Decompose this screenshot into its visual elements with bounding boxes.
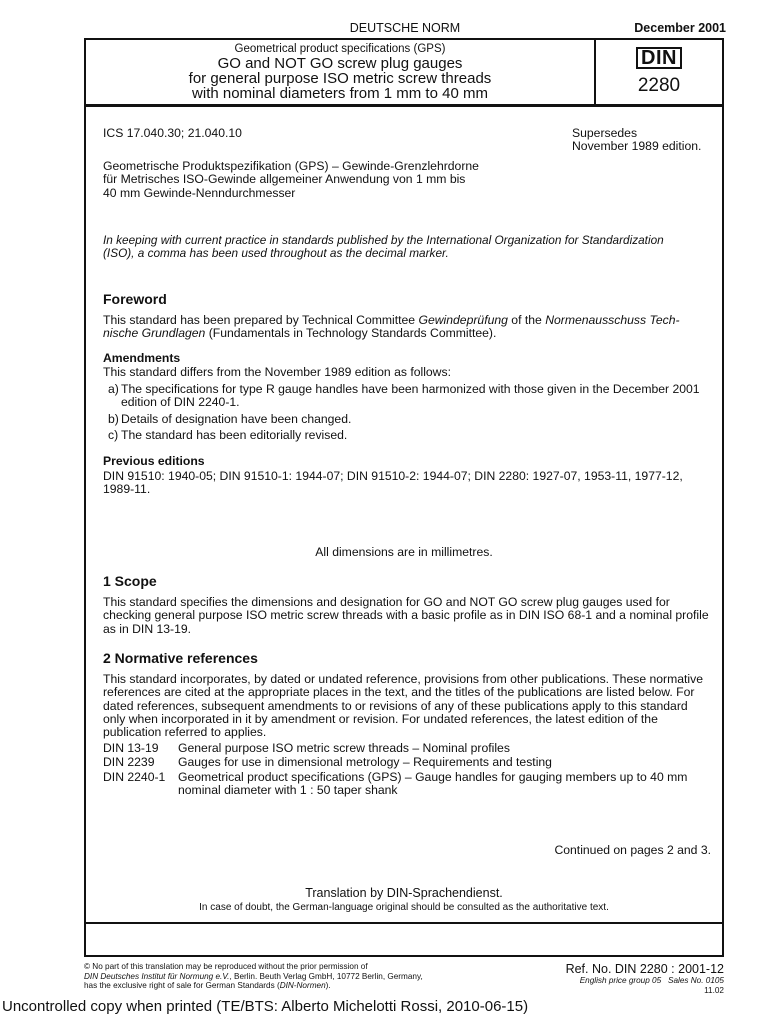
reference-code: DIN 2240-1 — [103, 769, 166, 784]
continued-note: Continued on pages 2 and 3. — [554, 843, 711, 857]
previous-editions-text: DIN 91510: 1940-05; DIN 91510-1: 1944-07; DIN 91510-2: 1944-07; DIN 2280: 1927-07, 1953-11, 1977-12, 1989-11. — [103, 469, 683, 497]
amendments-intro: This standard differs from the November 1989 edition as follows: — [103, 365, 451, 379]
copyright-line: DIN Deutsches Institut für Normung e.V., Berlin. Beuth Verlag GmbH, 10772 Berlin, Germany, — [84, 971, 423, 981]
supersedes-edition: November 1989 edition. — [572, 139, 702, 154]
title-line: Geometrical product specifications (GPS) — [234, 43, 446, 55]
reference-row — [103, 771, 711, 798]
top-line — [84, 20, 726, 38]
list-item: c) The standard has been editorially revised. — [108, 427, 348, 442]
din-logo: DIN — [636, 47, 682, 69]
supersedes — [572, 127, 701, 154]
copyright-notice — [84, 962, 464, 991]
title-box — [84, 38, 724, 106]
list-item: a) The specifications for type R gauge handles have been harmonized with those given in the December 2001 edition of DIN 2240-1. — [108, 382, 700, 410]
dimensions-note: All dimensions are in millimetres. — [315, 545, 493, 559]
translation-disclaimer: In case of doubt, the German-language original should be consulted as the authoritative text. — [199, 902, 609, 913]
german-title-line: Geometrische Produktspezifikation (GPS) – Gewinde-Grenzlehrdorne — [103, 159, 479, 173]
reference-title: General purpose ISO metric screw threads – Nominal profiles — [178, 741, 510, 755]
footer-divider — [84, 922, 724, 924]
reference-list — [103, 742, 711, 797]
reference-row — [103, 756, 711, 769]
reference-title: Gauges for use in dimensional metrology – Requirements and testing — [178, 755, 552, 770]
foreword-heading: Foreword — [103, 291, 167, 307]
title-line: GO and NOT GO screw plug gauges — [217, 55, 463, 72]
scope-heading: 1 Scope — [103, 573, 157, 589]
note-line: (ISO), a comma has been used throughout as the decimal marker. — [103, 246, 449, 261]
foreword-line: nische Grundlagen (Fundamentals in Technology Standards Committee). — [103, 326, 497, 341]
title-line: with nominal diameters from 1 mm to 40 mm — [192, 85, 488, 102]
german-title-line: für Metrisches ISO-Gewinde allgemeiner Anwendung von 1 mm bis — [103, 172, 466, 187]
translation-line: Translation by DIN-Sprachendienst. — [305, 886, 503, 900]
din-block — [596, 47, 722, 97]
foreword-line: This standard has been prepared by Technical Committee Gewindeprüfung of the Normenausschuss Tech- — [103, 313, 680, 327]
translation-note — [84, 886, 724, 913]
reference-code: DIN 13-19 — [103, 741, 159, 755]
price-info: English price group 05 Sales No. 0105 — [579, 976, 724, 985]
german-title-line: 40 mm Gewinde-Nenndurchmesser — [103, 185, 296, 200]
issue-date: December 2001 — [634, 21, 726, 35]
note-line: In keeping with current practice in standards published by the International Organization for Standardization — [103, 233, 664, 247]
scope-text: This standard specifies the dimensions and designation for GO and NOT GO screw plug gauges used for checking general purpose ISO metric screw threads with a basic profile as in DIN ISO 68-1 and a nominal profile as in DIN 13-19. — [103, 595, 709, 636]
ics-code: ICS 17.040.30; 21.040.10 — [103, 126, 242, 140]
norm-label: DEUTSCHE NORM — [349, 21, 461, 35]
previous-editions-heading: Previous editions — [103, 454, 205, 468]
german-title — [103, 160, 711, 200]
normative-heading: 2 Normative references — [103, 650, 258, 666]
reference-code: DIN 2239 — [103, 755, 155, 770]
amendments-heading: Amendments — [103, 351, 181, 365]
print-code: 11.02 — [704, 986, 724, 995]
supersedes-label: Supersedes — [572, 126, 638, 140]
din-number: 2280 — [637, 75, 681, 96]
reference-number-block — [566, 962, 724, 996]
reference-number: Ref. No. DIN 2280 : 2001-12 — [565, 962, 724, 976]
reference-row — [103, 742, 711, 755]
copyright-line: has the exclusive right of sale for German Standards (DIN-Normen). — [84, 981, 331, 990]
title-line: for general purpose ISO metric screw threads — [188, 70, 492, 87]
document-title — [86, 43, 594, 101]
normative-text: This standard incorporates, by dated or undated reference, provisions from other publications. These normative references are cited at the appropriate places in the text, and the titles of the publications are listed below. For dated references, subsequent amendments to or revisions of any of these publications apply to this standard only when incorporated in it by amendment or revision. For undated references, the latest edition of the publication referred to applies. — [103, 672, 703, 740]
decimal-marker-note — [103, 234, 711, 261]
reference-title: Geometrical product specifications (GPS) – Gauge handles for gauging members up to 40 mm nominal diameter with 1 : 50 taper shank — [178, 769, 688, 797]
foreword-text — [103, 314, 711, 341]
list-item: b) Details of designation have been changed. — [108, 411, 352, 426]
uncontrolled-copy-notice: Uncontrolled copy when printed (TE/BTS: Alberto Michelotti Rossi, 2010-06-15) — [2, 998, 529, 1015]
copyright-line: © No part of this translation may be reproduced without the prior permission of — [84, 962, 368, 971]
amendments-list — [103, 383, 711, 442]
